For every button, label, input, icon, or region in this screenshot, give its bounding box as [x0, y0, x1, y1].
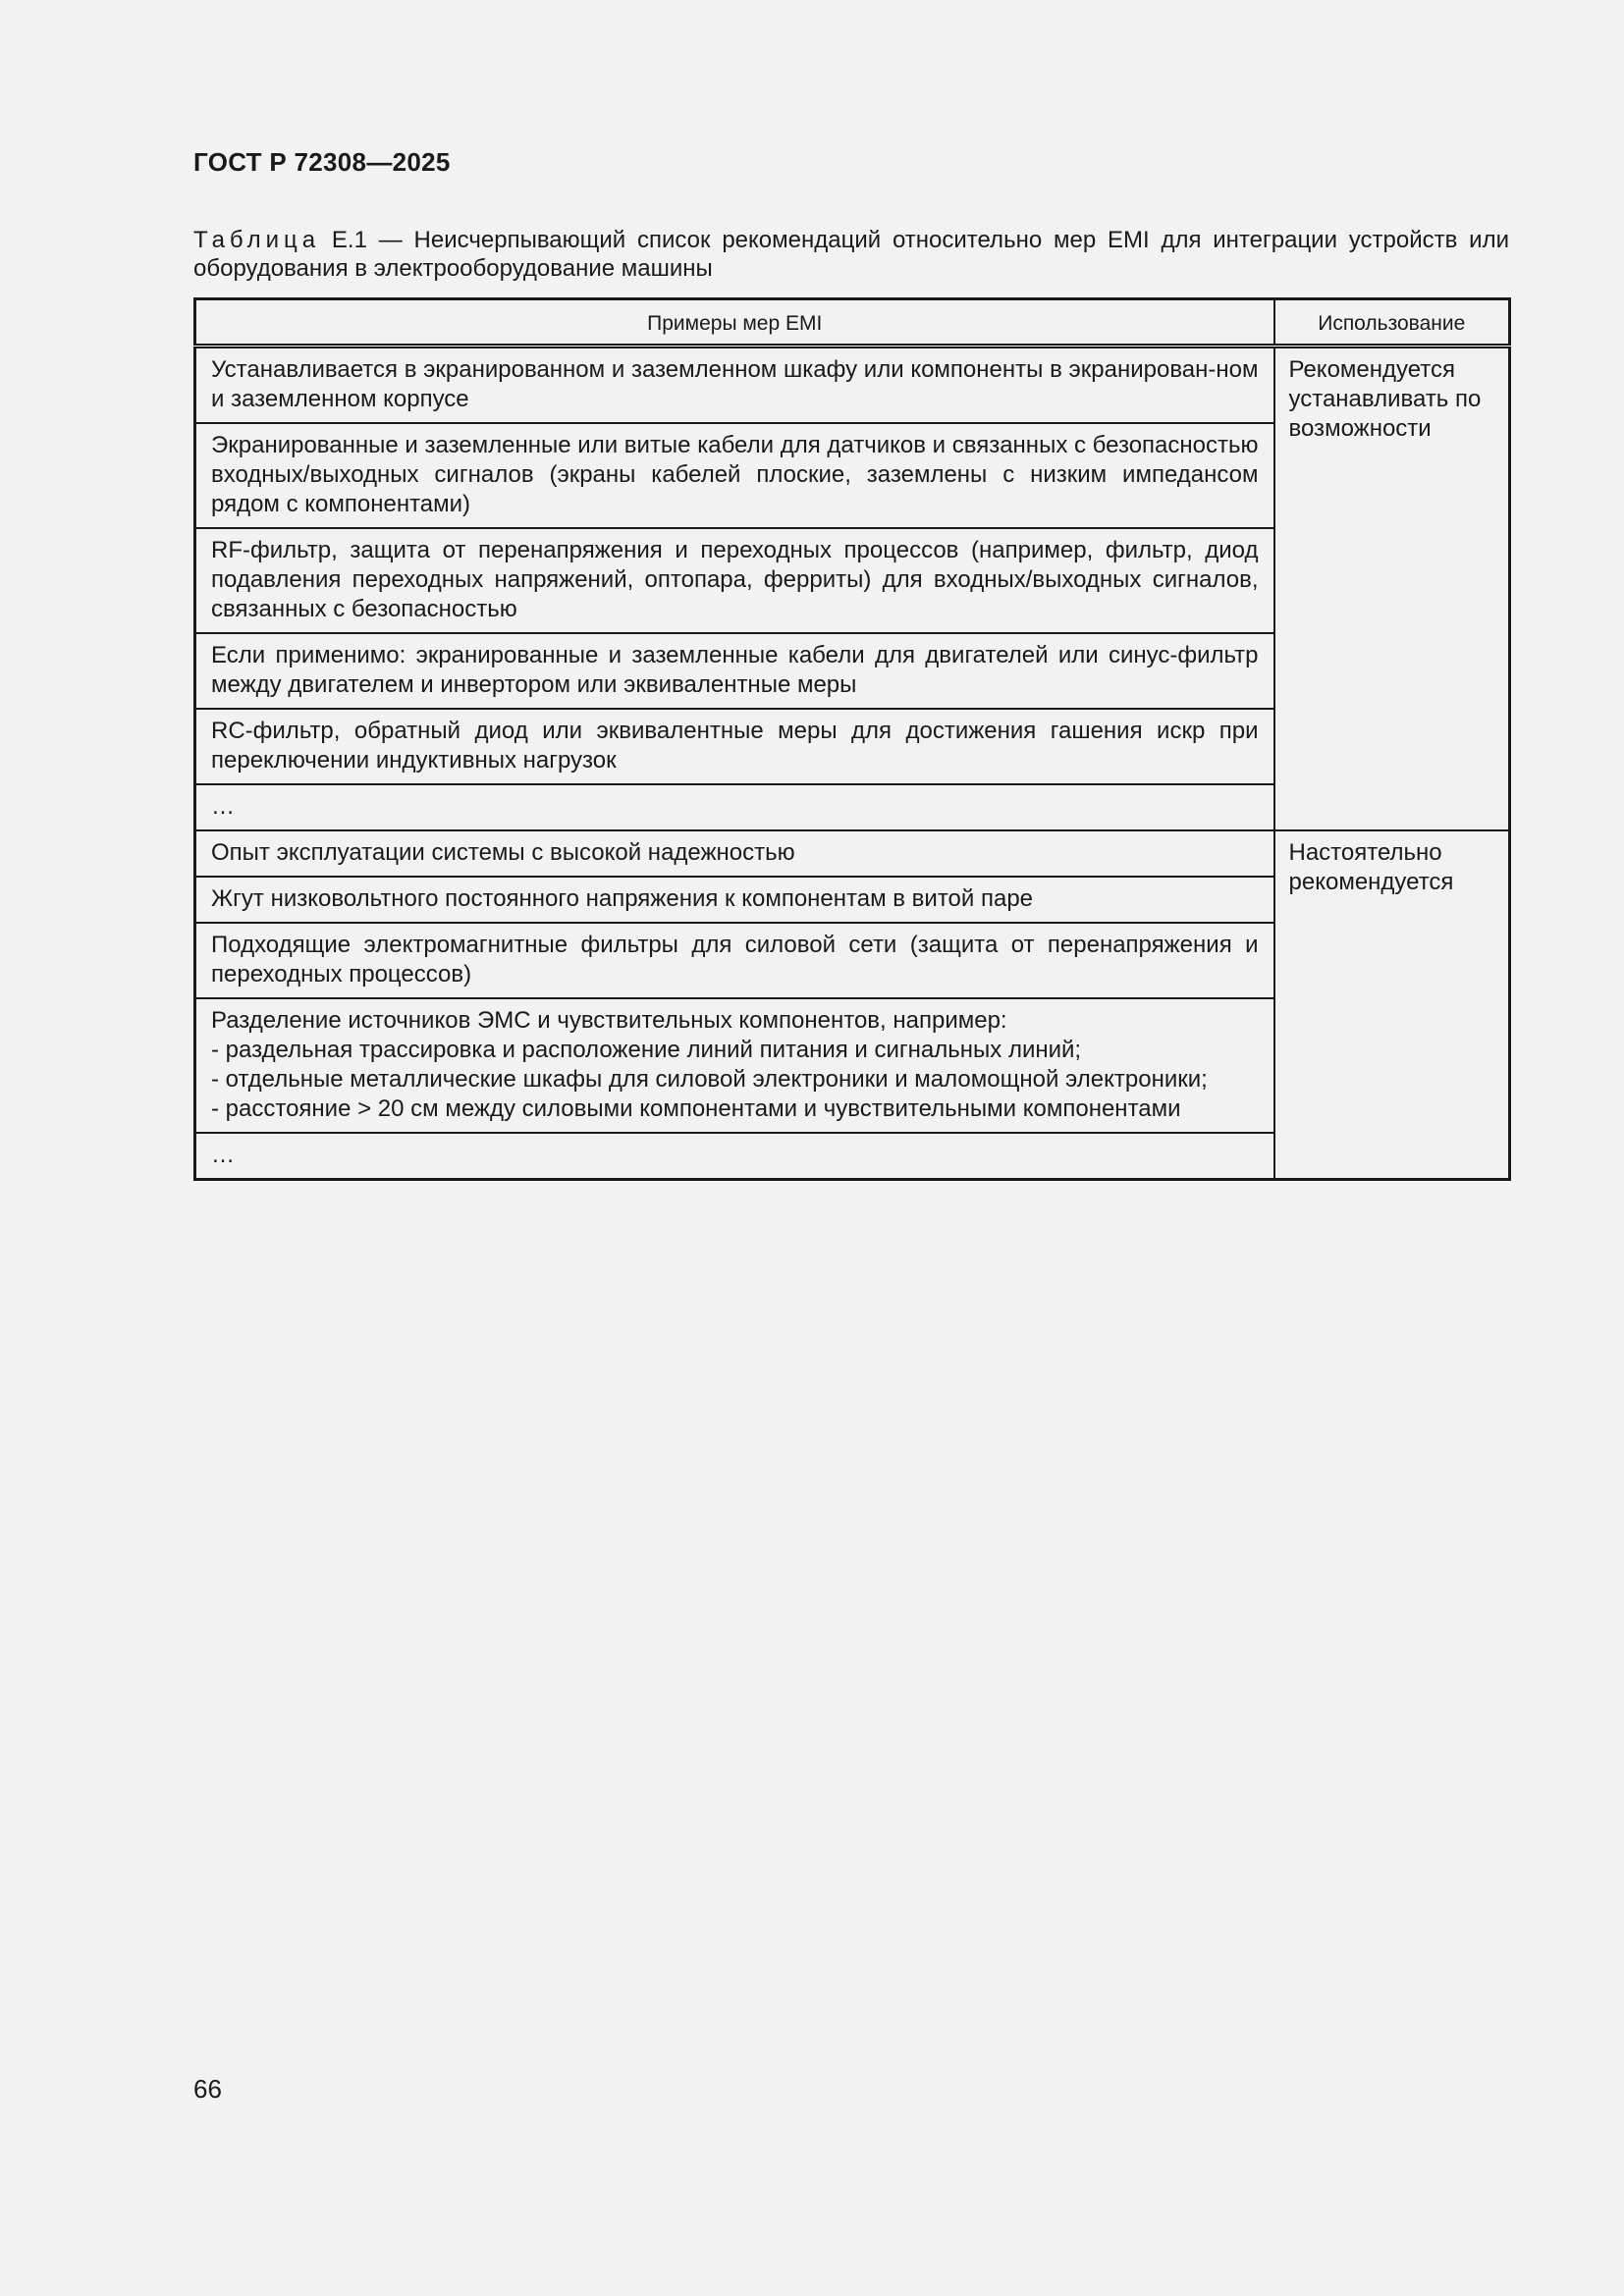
table-row	[195, 830, 1510, 877]
emi-measures-table	[193, 297, 1511, 1181]
document-header: ГОСТ Р 72308—2025	[193, 147, 451, 177]
table-caption-text: Е.1 — Неисчерпывающий список рекомендаций относительно мер EMI для интеграции устройств или оборудования в электрооборудование машины	[193, 227, 1509, 282]
usage-cell-recommended: Рекомендуется устанавливать по возможности	[1274, 347, 1510, 831]
measure-cell: RF-фильтр, защита от перенапряжения и переходных процессов (например, фильтр, диод подавления переходных напряжений, оптопара, ферриты) для входных/выходных сигналов, связанных с безопасностью	[195, 528, 1274, 633]
measure-cell: Жгут низковольтного постоянного напряжения к компонентам в витой паре	[195, 877, 1274, 923]
measure-cell: Устанавливается в экранированном и заземленном шкафу или компоненты в экранирован-ном и заземленном корпусе	[195, 347, 1274, 424]
measure-cell-ellipsis: …	[195, 1133, 1274, 1180]
usage-cell-strongly-recommended: Настоятельно рекомендуется	[1274, 830, 1510, 1180]
measure-cell: Если применимо: экранированные и заземленные кабели для двигателей или синус-фильтр между двигателем и инвертором или эквивалентные меры	[195, 633, 1274, 709]
table-caption-label: Таблица	[193, 227, 321, 253]
measure-cell: Опыт эксплуатации системы с высокой надежностью	[195, 830, 1274, 877]
measure-cell: RC-фильтр, обратный диод или эквивалентные меры для достижения гашения искр при переключении индуктивных нагрузок	[195, 709, 1274, 784]
measure-cell: Экранированные и заземленные или витые кабели для датчиков и связанных с безопасностью входных/выходных сигналов (экраны кабелей плоские, заземлены с низким импедансом рядом с компонентами)	[195, 423, 1274, 528]
measure-cell: Разделение источников ЭМС и чувствительных компонентов, например: - раздельная трассировка и расположение линий питания и сигнальных линий; - отдельные металлические шкафы для силовой электроники и маломощной электроники; - расстояние > 20 см между силовыми компонентами и чувствительными компонентами	[195, 998, 1274, 1133]
column-header-examples: Примеры мер EMI	[195, 299, 1274, 347]
measure-cell: Подходящие электромагнитные фильтры для силовой сети (защита от перенапряжения и переходных процессов)	[195, 923, 1274, 998]
measure-cell-ellipsis: …	[195, 784, 1274, 830]
column-header-usage: Использование	[1274, 299, 1510, 347]
table-caption	[193, 226, 1509, 283]
page-number: 66	[193, 2074, 222, 2104]
table-header-row	[195, 299, 1510, 347]
table-row	[195, 347, 1510, 424]
